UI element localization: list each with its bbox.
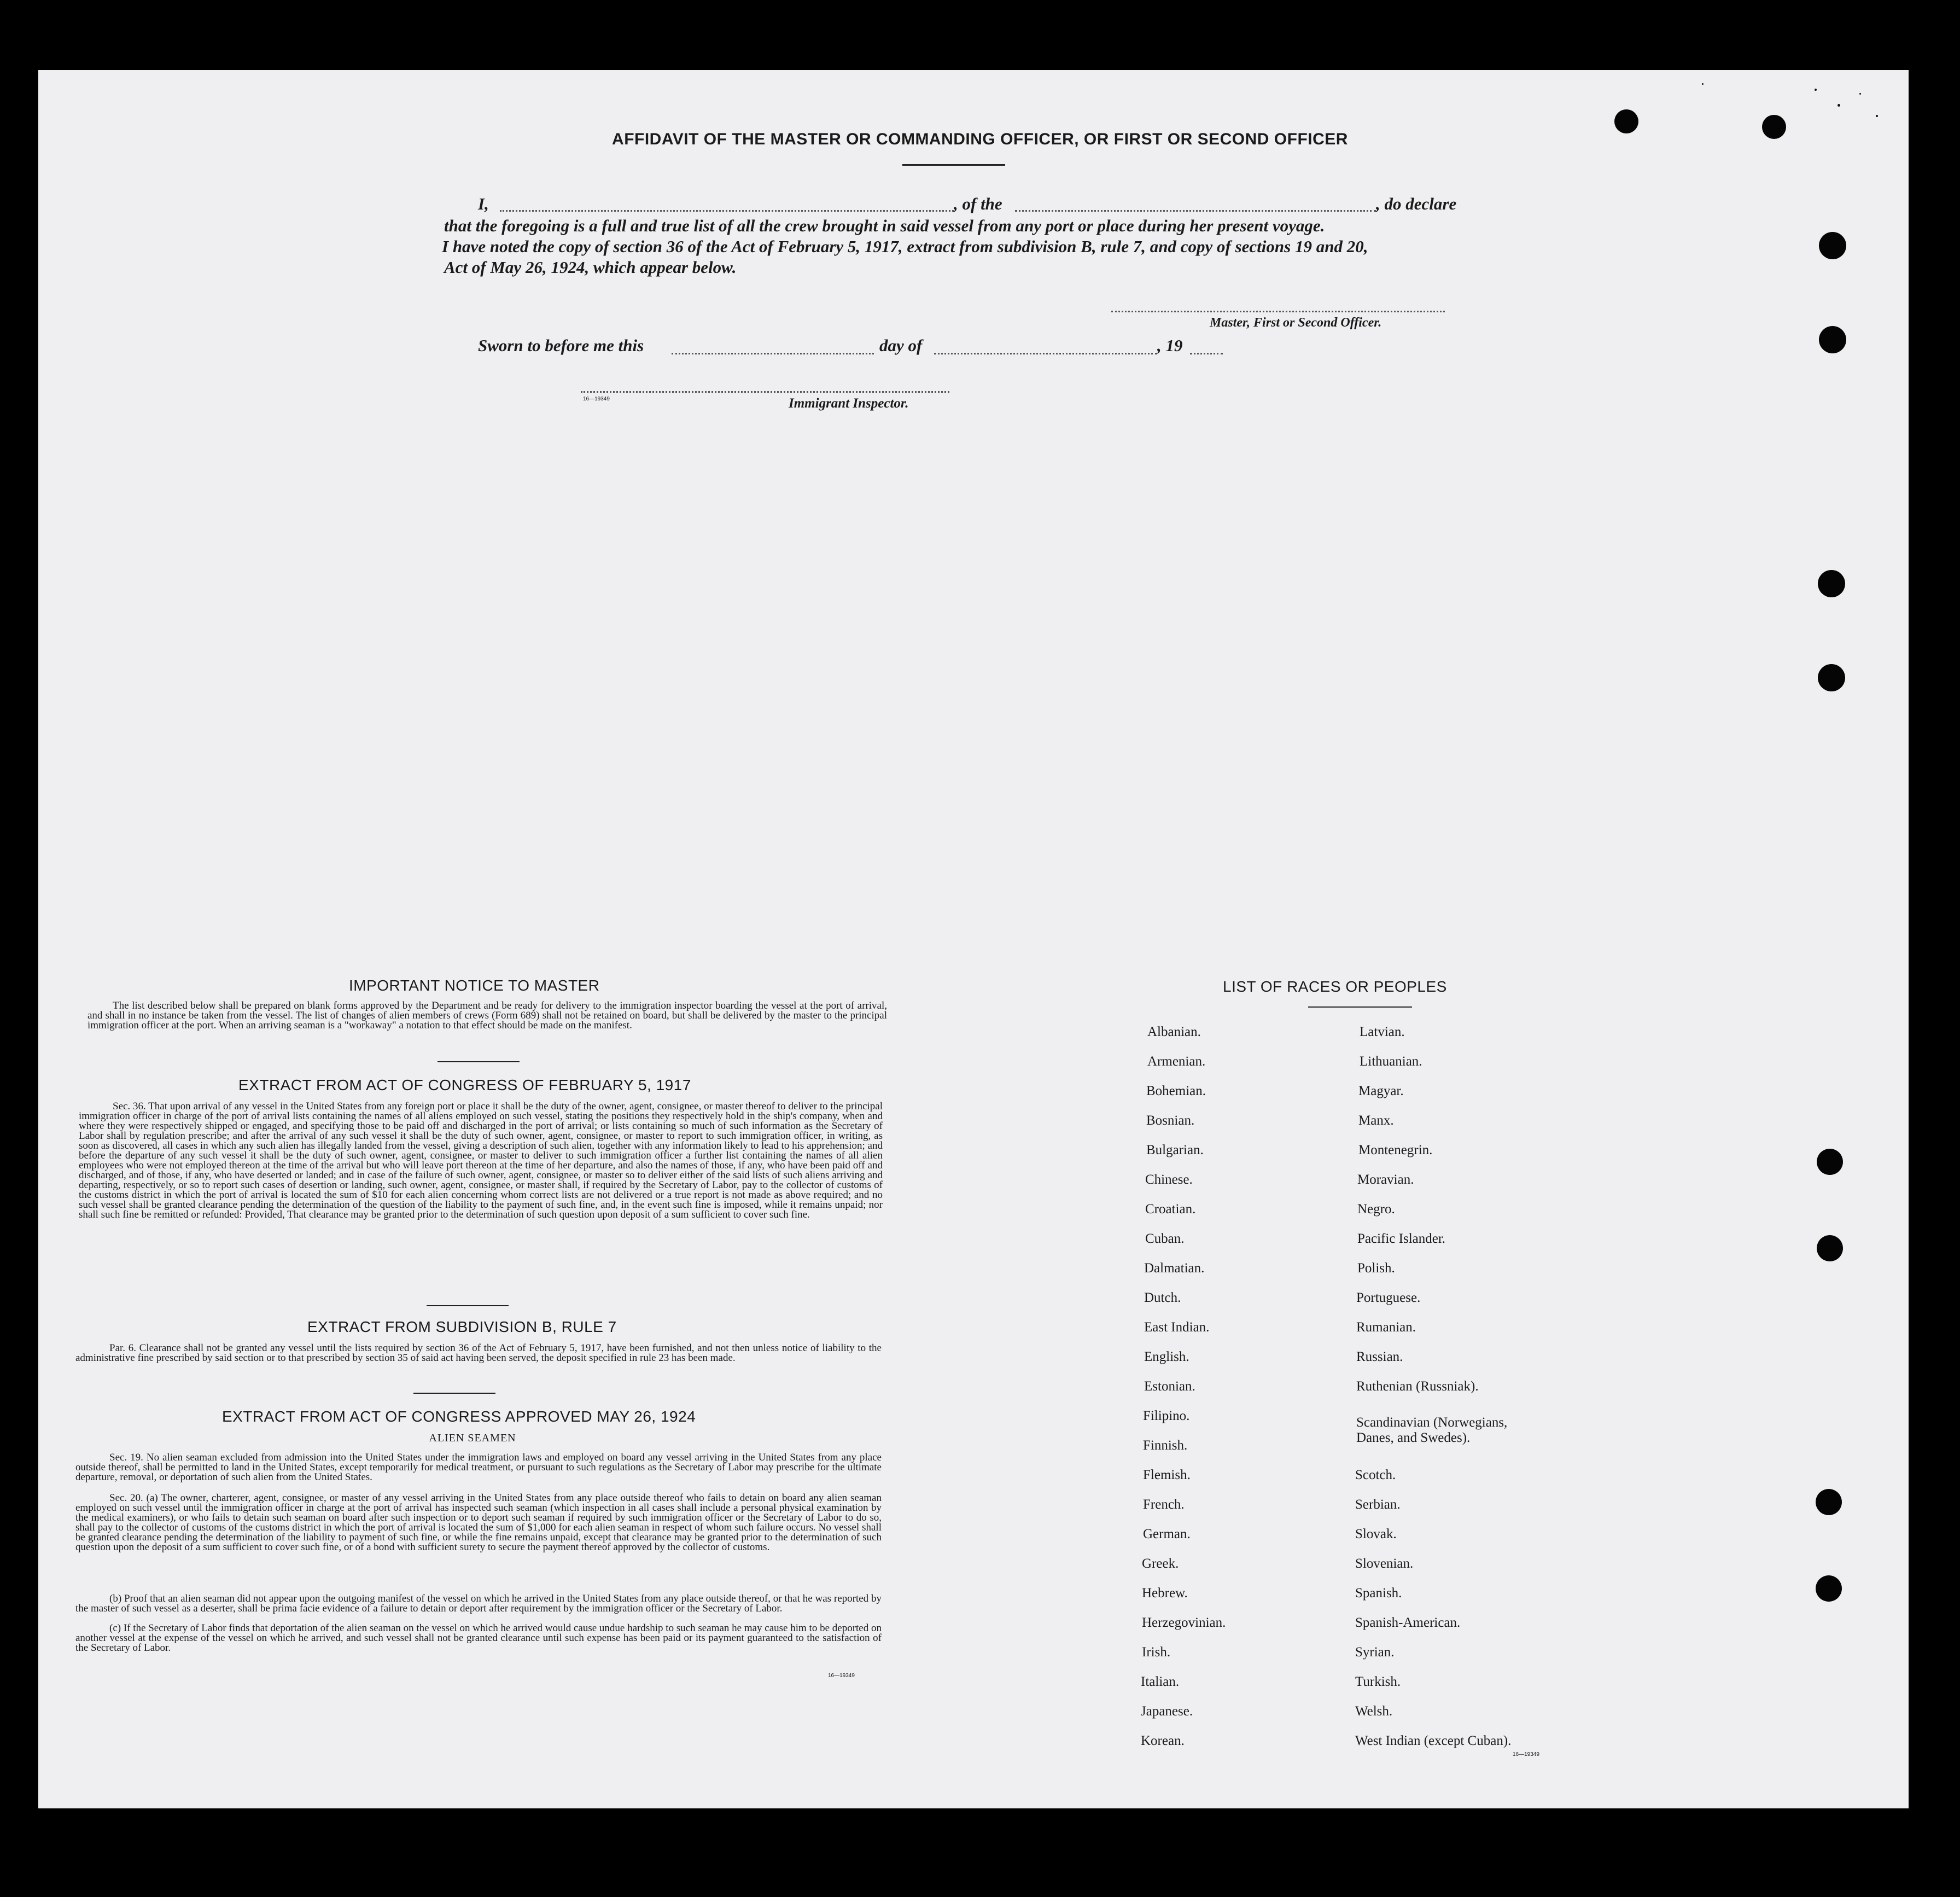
race-item: Bulgarian. (1146, 1143, 1204, 1157)
extract-1924-sec-20c: (c) If the Secretary of Labor finds that deportation of the alien seaman on the vessel on which he arrived would cause undue hardship to such seaman he may cause him to be deported on another vessel at the expense of the vessel on which he arrived, and such vessel shall not be granted clearance until such expense has been paid or its payment guaranteed to the satisfaction of the Secretary of Labor. (75, 1622, 882, 1654)
race-item: Spanish. (1355, 1586, 1402, 1601)
affidavit-line-3: I have noted the copy of section 36 of the Act of February 5, 1917, extract from subdivision B, rule 7, and copy of sections 19 and 20, (442, 237, 1368, 256)
form-number: 16—19349 (1513, 1751, 1539, 1758)
punch-hole (1816, 1489, 1842, 1515)
section-rule (427, 1305, 509, 1306)
speck (1815, 89, 1817, 91)
race-item: Turkish. (1355, 1674, 1401, 1689)
punch-hole (1819, 326, 1846, 353)
race-item: Scandinavian (Norwegians, (1356, 1415, 1508, 1430)
speck (1859, 93, 1861, 95)
race-item: Danes, and Swedes). (1356, 1430, 1471, 1445)
punch-hole (1817, 1149, 1843, 1175)
race-item: Latvian. (1360, 1025, 1405, 1039)
rule-7-title: EXTRACT FROM SUBDIVISION B, RULE 7 (307, 1318, 617, 1335)
race-item: Slovenian. (1355, 1556, 1414, 1571)
race-item: Dutch. (1144, 1290, 1181, 1305)
race-item: English. (1144, 1349, 1189, 1364)
race-item: East Indian. (1144, 1320, 1210, 1335)
extract-1924-sec-19: Sec. 19. No alien seaman excluded from admission into the United States under the immigration laws and employed on board any vessel arriving in the United States from any place outside thereof, shall be permitted to land in the United States, except temporarily for medical treatment, or pursuant to such regulations as the Secretary of Labor may prescribe for the ultimate departure, removal, or deportation of such alien from the United States. (75, 1452, 882, 1483)
race-item: West Indian (except Cuban). (1355, 1733, 1512, 1748)
section-rule (413, 1393, 495, 1394)
races-rule (1308, 1006, 1412, 1008)
race-item: Bosnian. (1146, 1113, 1195, 1128)
race-item: Albanian. (1147, 1025, 1201, 1039)
race-item: Welsh. (1355, 1704, 1393, 1719)
extract-1924-title: EXTRACT FROM ACT OF CONGRESS APPROVED MAY 26, 1924 (222, 1408, 696, 1425)
year-label: , 19 (1157, 336, 1183, 355)
notice-body: The list described below shall be prepared on blank forms approved by the Department and be ready for delivery to the immigration inspector boarding the vessel at the port of arrival, and shall in no instance be taken from the vessel. The list of changes of alien members of crews (Form 689) shall not be retained on board, but shall be delivered by the master to the principal immigration officer at the port. When an arriving seaman is a "workaway" a notation to that effect should be made on the manifest. (88, 1000, 887, 1031)
race-item: Rumanian. (1356, 1320, 1416, 1335)
race-item: Slovak. (1355, 1527, 1397, 1541)
race-item: Magyar. (1358, 1084, 1404, 1098)
punch-hole (1816, 1575, 1842, 1602)
master-signature-label: Master, First or Second Officer. (1210, 316, 1382, 330)
race-item: Estonian. (1144, 1379, 1195, 1394)
race-item: Pacific Islander. (1357, 1231, 1446, 1246)
races-title: LIST OF RACES OR PEOPLES (1223, 978, 1447, 995)
section-rule (438, 1061, 520, 1062)
race-item: German. (1143, 1527, 1191, 1541)
race-item: Finnish. (1143, 1438, 1188, 1453)
sworn-date-field[interactable] (672, 353, 874, 354)
race-item: Montenegrin. (1358, 1143, 1433, 1157)
race-item: Dalmatian. (1144, 1261, 1205, 1276)
race-item: Spanish-American. (1355, 1615, 1461, 1630)
extract-1924-sec-20b: (b) Proof that an alien seaman did not appear upon the outgoing manifest of the vessel on which he arrived in the United States from any place outside thereof, or that he was reported by the master of such vessel as a deserter, shall be prima facie evidence of a failure to detain or deport after requirement by the immigration officer or the Secretary of Labor. (75, 1593, 882, 1614)
race-item: Filipino. (1143, 1409, 1190, 1423)
race-item: Ruthenian (Russniak). (1356, 1379, 1479, 1394)
race-item: Greek. (1142, 1556, 1179, 1571)
race-item: Bohemian. (1146, 1084, 1206, 1098)
punch-hole (1818, 570, 1845, 597)
affidavit-title: AFFIDAVIT OF THE MASTER OR COMMANDING OFFICER, OR FIRST OR SECOND OFFICER (612, 130, 1348, 148)
race-item: Irish. (1142, 1645, 1171, 1660)
name-field[interactable] (500, 210, 954, 212)
race-item: Moravian. (1357, 1172, 1414, 1187)
race-item: Scotch. (1355, 1468, 1396, 1482)
rule-7-body: Par. 6. Clearance shall not be granted any vessel until the lists required by section 36 of the Act of February 5, 1917, have been furnished, and not then unless notice of liability to the administrative fine prescribed by said section or to that prescribed by section 35 of said act having been served, the deposit specified in rule 23 has been made. (75, 1342, 882, 1364)
race-item: Portuguese. (1356, 1290, 1421, 1305)
race-item: Serbian. (1355, 1497, 1401, 1512)
race-item: Manx. (1358, 1113, 1394, 1128)
race-item: Russian. (1356, 1349, 1403, 1364)
race-item: Italian. (1141, 1674, 1180, 1689)
notice-title: IMPORTANT NOTICE TO MASTER (349, 977, 600, 994)
affidavit-of-the: , of the (954, 194, 1002, 213)
race-item: Chinese. (1145, 1172, 1193, 1187)
race-item: Hebrew. (1142, 1586, 1188, 1601)
inspector-label: Immigrant Inspector. (789, 396, 909, 411)
day-of-label: day of (879, 336, 923, 355)
speck (1876, 115, 1878, 117)
race-item: Flemish. (1143, 1468, 1191, 1482)
extract-1917-body: Sec. 36. That upon arrival of any vessel in the United States from any foreign port or place it shall be the duty of the owner, agent, consignee, or master thereof to deliver to the principal immigration officer in charge of the port of arrival lists containing the names of all aliens employed on such vessel, stating the positions they respectively hold in the ship's company, when and where they were respectively shipped or engaged, and specifying those to be paid off and discharged in the port of arrival; or lists containing so much of such information as the Secretary of Labor shall by regulation prescribe; and after the arrival of any such vessel it shall be the duty of such owner, agent, consignee, or master to report to such immigration officer, in writing, as soon as discovered, all cases in which any such alien has illegally landed from the vessel, giving a description of such alien, together with any information likely to lead to his apprehension; and before the departure of any such vessel it shall be the duty of such owner, agent, consignee, or master to deliver to such immigration officer a further list containing the names of all alien employees who were not employed thereon at the time of the arrival but who will leave port thereon at the time of her departure, and also the names of those, if any, who have been paid off and discharged, and of those, if any, who have deserted or landed; and in case of the failure of such owner, agent, consignee, or master so to deliver either of the said lists of such aliens arriving and departing, respectively, or so to report such cases of desertion or landing, such owner, agent, consignee, or master shall, if required by the Secretary of Labor, pay to the collector of customs of the customs district in which the port of arrival is located the sum of $10 for each alien concerning whom correct lists are not delivered or a true report is not made as above required; and no such vessel shall be granted clearance pending the determination of the question of the liability to the payment of such fine, and, in the event such fine is imposed, while it remains unpaid; nor shall such fine be remitted or refunded: Provided, That clearance may be granted prior to the determination of such question upon deposit of a sum sufficient to cover such fine. (79, 1101, 883, 1220)
race-item: Croatian. (1145, 1202, 1196, 1217)
affidavit-i: I, (478, 194, 489, 213)
title-rule (902, 164, 1005, 166)
punch-hole (1817, 1235, 1843, 1261)
alien-seamen-subtitle: ALIEN SEAMEN (429, 1432, 516, 1444)
sworn-month-field[interactable] (934, 353, 1157, 354)
race-item: Syrian. (1355, 1645, 1395, 1660)
race-item: Herzegovinian. (1142, 1615, 1226, 1630)
sworn-label: Sworn to before me this (478, 336, 644, 355)
sworn-year-field[interactable] (1190, 353, 1223, 354)
race-item: Japanese. (1141, 1704, 1193, 1719)
punch-hole (1818, 664, 1845, 691)
speck (1702, 83, 1704, 85)
extract-1924-sec-20a: Sec. 20. (a) The owner, charterer, agent, consignee, or master of any vessel arriving in the United States from any place outside thereof who fails to detain on board any alien seaman employed on such vessel until the immigration officer in charge at the port of arrival has inspected such seaman (which inspection in all cases shall include a personal physical examination by the medical examiners), or who fails to detain such seaman on board after such inspection or to deport such seaman if required by such immigration officer or the Secretary of Labor to do so, shall pay to the collector of customs of the customs district in which the port of arrival is located the sum of $1,000 for each alien seaman in respect of whom such failure occurs. No vessel shall be granted clearance pending the determination of the liability to payment of such fine, or while the fine remains unpaid, except that clearance may be granted prior to the determination of such question upon the deposit of a sum sufficient to cover such fine, or of a bond with sufficient surety to secure the payment thereof approved by the collector of customs. (75, 1492, 882, 1553)
race-item: Cuban. (1145, 1231, 1185, 1246)
race-item: Lithuanian. (1360, 1054, 1422, 1069)
affidavit-line-2: that the foregoing is a full and true list of all the crew brought in said vessel from any port or place during her present voyage. (444, 216, 1325, 235)
extract-1917-title: EXTRACT FROM ACT OF CONGRESS OF FEBRUARY 5, 1917 (238, 1076, 691, 1093)
race-item: Negro. (1357, 1202, 1395, 1217)
affidavit-line-4: Act of May 26, 1924, which appear below. (444, 258, 737, 277)
vessel-field[interactable] (1015, 210, 1376, 212)
race-item: Polish. (1357, 1261, 1395, 1276)
race-item: Armenian. (1147, 1054, 1206, 1069)
race-item: Korean. (1141, 1733, 1185, 1748)
affidavit-do-declare: , do declare (1376, 194, 1457, 213)
punch-hole (1819, 232, 1846, 259)
form-number: 16—19349 (583, 396, 610, 402)
speck (1838, 104, 1840, 107)
race-item: French. (1143, 1497, 1185, 1512)
form-number: 16—19349 (828, 1673, 855, 1679)
